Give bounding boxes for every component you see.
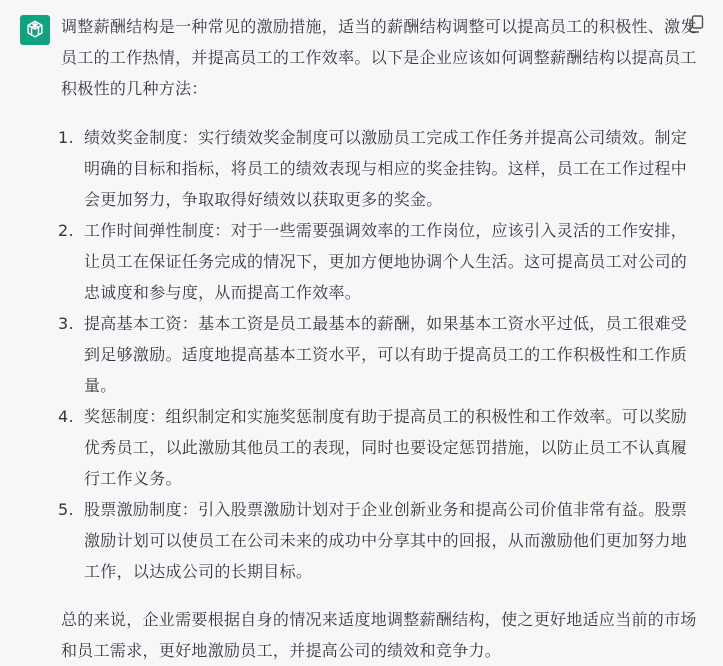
list-item-number: 3. <box>58 314 74 333</box>
summary-paragraph: 总的来说，企业需要根据自身的情况来适度地调整薪酬结构，使之更好地适应当前的市场和员工需求，更好地激励员工，并提高公司的绩效和竞争力。 <box>61 610 697 660</box>
list-item-number: 4. <box>58 407 74 426</box>
list-item-text: 股票激励制度：引入股票激励计划对于企业创新业务和提高公司价值非常有益。股票激励计划可以使员工在公司未来的成功中分享其中的回报，从而激励他们更加努力地工作，以达成公司的长期目标。 <box>84 500 688 581</box>
list-item-text: 奖惩制度：组织制定和实施奖惩制度有助于提高员工的积极性和工作效率。可以奖励优秀员工，以此激励其他员工的表现，同时也要设定惩罚措施，以防止员工不认真履行工作义务。 <box>84 407 688 488</box>
intro-paragraph: 调整薪酬结构是一种常见的激励措施，适当的薪酬结构调整可以提高员工的积极性、激发员工的工作热情，并提高员工的工作效率。以下是企业应该如何调整薪酬结构以提高员工积极性的几种方法： <box>61 17 697 98</box>
list-item <box>58 122 697 215</box>
list-item <box>58 215 697 308</box>
list-item-text: 绩效奖金制度：实行绩效奖金制度可以激励员工完成工作任务并提高公司绩效。制定明确的目标和指标，将员工的绩效表现与相应的奖金挂钩。这样，员工在工作过程中会更加努力，争取取得好绩效以获取更多的奖金。 <box>84 128 688 209</box>
list-item-text: 提高基本工资：基本工资是员工最基本的薪酬，如果基本工资水平过低，员工很难受到足够激励。适度地提高基本工资水平，可以有助于提高员工的工作积极性和工作质量。 <box>84 314 688 395</box>
list-item-number: 5. <box>58 500 74 519</box>
openai-logo-icon <box>20 15 50 45</box>
message-content <box>58 11 697 666</box>
list-item-number: 2. <box>58 221 74 240</box>
list-item-text: 工作时间弹性制度：对于一些需要强调效率的工作岗位，应该引入灵活的工作安排，让员工在保证任务完成的情况下，更加方便地协调个人生活。这可提高员工对公司的忠诚度和参与度，从而提高工作效率。 <box>84 221 688 302</box>
list-item <box>58 494 697 587</box>
list-item <box>58 401 697 494</box>
method-list <box>58 122 697 587</box>
list-item-number: 1. <box>58 128 74 147</box>
list-item <box>58 308 697 401</box>
